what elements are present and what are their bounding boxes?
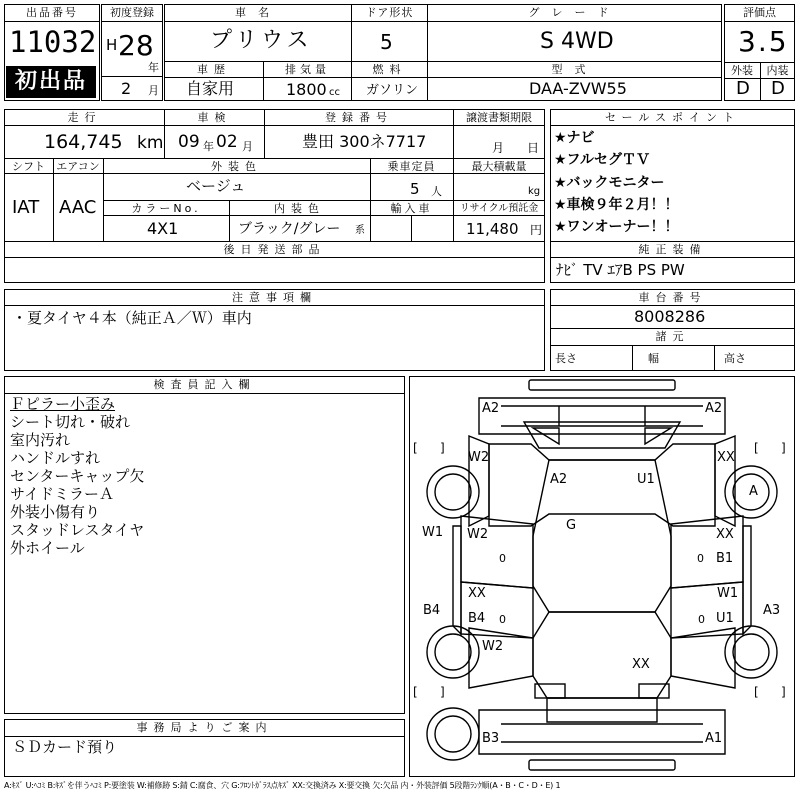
dmg-trunk: XX [632, 657, 650, 672]
front-top-bar [529, 380, 675, 390]
dmg-right-front-wheel: A [749, 484, 758, 499]
score-label: 評価点 [743, 6, 776, 19]
car-name-label: 車名 [235, 6, 281, 19]
fuel-label: 燃料 [372, 63, 407, 76]
ac-label: エアコン [56, 160, 100, 173]
displacement: 1800 [286, 80, 327, 99]
dmg-right-front-door-a: XX [716, 527, 734, 542]
bracket-right-top: [ [754, 441, 759, 455]
inspector-line-1: Ｆピラー小歪み [10, 395, 116, 413]
dmg-left-rear-fender: W2 [482, 639, 504, 654]
door-label: ドア形状 [365, 6, 414, 19]
inspector-line-6: サイドミラーＡ [10, 485, 114, 503]
mileage-label: 走行 [67, 111, 102, 124]
grade-label: グレード [528, 6, 621, 19]
recycle-label: リサイクル預託金 [459, 203, 539, 214]
office-label: 事務局よりご案内 [136, 721, 273, 734]
car-name: プリウス [210, 28, 313, 53]
mileage-unit: km [137, 133, 164, 153]
dmg-roof: G [566, 518, 577, 533]
inspection-month: 02 [216, 132, 238, 152]
mileage: 164,745 [44, 131, 123, 153]
sales-point-4: ★車検９年２月！！ [554, 197, 679, 213]
dmg-right-rear-door-a: W1 [717, 586, 739, 601]
displacement-unit: cc [329, 87, 340, 98]
sales-point-5: ★ワンオーナー！！ [554, 219, 679, 235]
ext-color-label: 外装色 [211, 160, 262, 173]
score: 3.5 [738, 25, 789, 58]
chassis-number: 8008286 [634, 307, 706, 326]
length-label: 長さ [555, 352, 577, 365]
inspector-line-4: ハンドルすれ [10, 449, 101, 467]
dmg-right-rocker: A3 [763, 603, 781, 618]
inspector-line-5: センターキャップ欠 [10, 467, 145, 485]
equipment-label: 純正装備 [638, 243, 707, 256]
later-parts-label: 後日発送部品 [223, 243, 326, 256]
interior-grade: D [771, 78, 785, 99]
front-body [489, 444, 715, 526]
color-no-label: カラーNo. [131, 202, 201, 215]
inspector-line-9: 外ホイール [10, 539, 85, 557]
sales-point-2: ★フルセグＴＶ [554, 152, 650, 168]
color-no: 4X1 [147, 219, 179, 238]
car-diagram [409, 376, 795, 777]
transfer-month: 月 [492, 141, 505, 155]
reg-number-label: 登録番号 [325, 111, 393, 124]
inspector-line-3: 室内汚れ [10, 431, 71, 449]
dims-label: 諸元 [655, 330, 690, 343]
lot-number: 11032 [9, 25, 97, 59]
inspection-label: 車検 [197, 111, 232, 124]
ac: AAC [59, 197, 97, 218]
legend: A:ｷｽﾞ U:ﾍｺﾐ B:ｷｽﾞを伴うﾍｺﾐ P:要塗装 W:補修跡 S:錆 C:腐食、穴 G:ﾌﾛﾝﾄｶﾞﾗｽ点ｷｽﾞ XX:交換済み X:要交換 欠:欠品 内・外装評価 5段階ﾗﾝｸ順(A・B・C・D・E) 1 [4, 781, 561, 790]
rear-window [533, 612, 671, 698]
sales-point-1: ★ナビ [554, 130, 595, 146]
inspection-year: 09 [178, 132, 200, 152]
inspection-month-unit: 月 [242, 140, 253, 153]
bracket-right-top-close: ] [781, 441, 786, 455]
dmg-right-rear-door-b: U1 [716, 611, 734, 626]
shift: IAT [12, 197, 40, 218]
dmg-hood-right: U1 [637, 472, 655, 487]
lot-number-label: 出品番号 [26, 6, 78, 19]
rear-bumper [479, 710, 725, 754]
zero-mark-2: 0 [697, 552, 704, 565]
int-color: ブラック/グレー [238, 221, 341, 237]
recycle-fee: 11,480 [466, 220, 519, 238]
reg-number: 豊田 300ネ7717 [302, 132, 427, 151]
bracket-left-top: [ [413, 441, 418, 455]
load-unit: kg [528, 186, 541, 197]
dmg-left-front-fender: W2 [468, 450, 490, 465]
displacement-label: 排気量 [285, 63, 330, 76]
model: DAA-ZVW55 [529, 79, 627, 98]
first-registration-label: 初度登録 [110, 6, 154, 19]
year-unit: 年 [148, 61, 159, 74]
dmg-rear-right-bumper: A1 [705, 731, 723, 746]
dmg-front-right-bumper: A2 [705, 401, 723, 416]
height-label: 高さ [724, 352, 746, 365]
first-reg-month: 2 [121, 79, 132, 98]
exterior-label: 外装 [731, 64, 753, 77]
inspector-label: 検査員記入欄 [153, 378, 256, 391]
int-color-suffix: 系 [355, 225, 365, 236]
dmg-left-rear-door-a: XX [468, 586, 486, 601]
zero-mark-1: 0 [499, 552, 506, 565]
inspection-year-unit: 年 [203, 140, 214, 153]
first-reg-year: 28 [118, 29, 154, 62]
month-unit: 月 [148, 84, 159, 97]
bracket-left-top-close: ] [440, 441, 445, 455]
import-label: 輸入車 [390, 202, 433, 215]
sales-points-label: セールスポイント [604, 111, 740, 124]
dmg-hood-left: A2 [550, 472, 568, 487]
notes-text: ・夏タイヤ４本（純正Ａ／Ｗ）車内 [12, 309, 252, 327]
front-bumper [479, 398, 725, 434]
bracket-right-bottom-close: ] [781, 685, 786, 699]
zero-mark-3: 0 [499, 613, 506, 626]
dmg-front-left-bumper: A2 [482, 401, 500, 416]
fuel: ガソリン [366, 83, 419, 98]
dmg-left-pillar: W1 [422, 525, 444, 540]
model-label: 型式 [551, 63, 598, 76]
ext-color: ベージュ [186, 177, 246, 195]
capacity: 5 [410, 180, 420, 198]
history-label: 車歴 [197, 63, 231, 76]
interior-label: 内装 [766, 64, 789, 77]
dmg-rear-left-bumper: B3 [482, 731, 500, 746]
bracket-left-bottom: [ [413, 685, 418, 699]
history: 自家用 [186, 79, 235, 98]
dmg-right-front-door-b: B1 [716, 551, 734, 566]
int-color-label: 内装色 [274, 202, 325, 215]
notes-label: 注意事項欄 [232, 291, 317, 304]
transfer-label: 譲渡書類期限 [466, 111, 532, 124]
exterior-grade: D [736, 78, 750, 99]
recycle-unit: 円 [530, 223, 543, 237]
era: H [106, 36, 118, 54]
doors: 5 [380, 30, 393, 54]
capacity-label: 乗車定員 [387, 160, 436, 173]
equipment-value: ﾅﾋﾞ TV ｴｱB PS PW [556, 261, 685, 279]
bracket-right-bottom: [ [754, 685, 759, 699]
sales-point-3: ★バックモニター [554, 175, 665, 191]
transfer-day: 日 [527, 141, 540, 155]
inspector-line-7: 外装小傷有り [10, 503, 101, 521]
office-text: ＳＤカード預り [12, 738, 118, 756]
bracket-left-bottom-close: ] [440, 685, 445, 699]
chassis-label: 車台番号 [638, 291, 707, 304]
zero-mark-4: 0 [698, 613, 705, 626]
dmg-left-rear-door-b: B4 [468, 611, 486, 626]
shift-label: シフト [12, 160, 45, 173]
load-label: 最大積載量 [471, 160, 527, 173]
dmg-left-front-door: W2 [467, 527, 489, 542]
dmg-right-front-fender: XX [717, 450, 735, 465]
capacity-unit: 人 [431, 185, 442, 198]
inspector-line-8: スタッドレスタイヤ [10, 521, 145, 539]
inspector-line-2: シート切れ・破れ [10, 413, 131, 431]
grade: S 4WD [540, 29, 614, 54]
dmg-left-rocker: B4 [423, 603, 441, 618]
width-label: 幅 [648, 352, 659, 365]
first-listing-badge: 初出品 [6, 66, 96, 98]
